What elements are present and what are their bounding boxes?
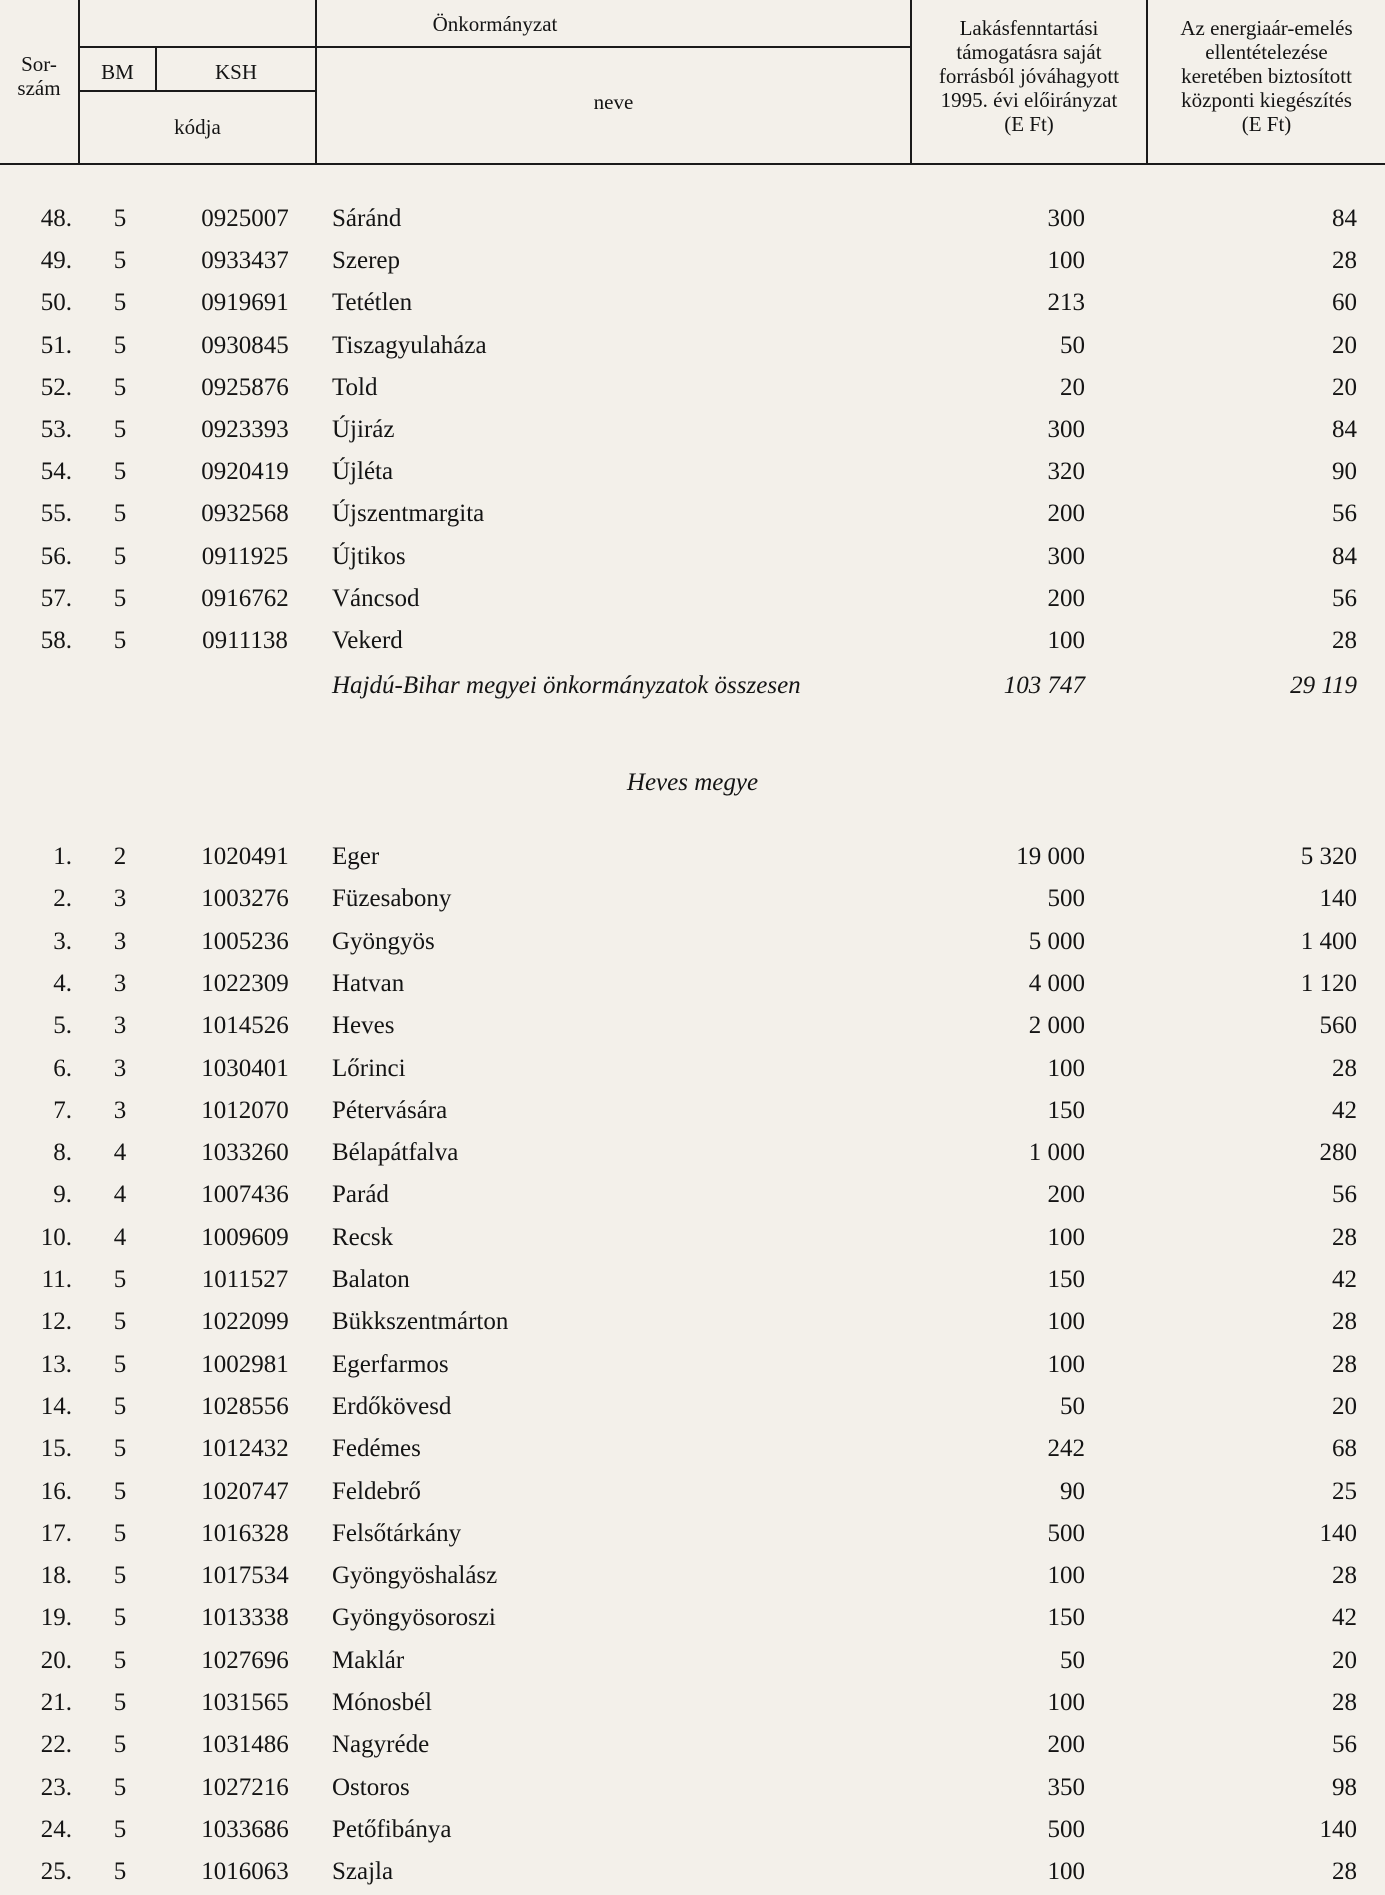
table-row bbox=[0, 1259, 1385, 1301]
ksh-code: 0923393 bbox=[201, 416, 289, 443]
energia-value: 68 bbox=[1332, 1435, 1357, 1463]
lakas-value: 150 bbox=[1047, 1266, 1085, 1293]
row-number: 24. bbox=[40, 1815, 72, 1843]
bm-code: 5 bbox=[113, 1815, 127, 1843]
row-number: 23. bbox=[40, 1773, 72, 1801]
table-row bbox=[0, 921, 1385, 963]
row-number: 2. bbox=[53, 885, 72, 913]
energia-value: 42 bbox=[1332, 1096, 1357, 1124]
municipality-name: Parád bbox=[332, 1181, 389, 1209]
lakas-value: 2 000 bbox=[1028, 1012, 1085, 1040]
bm-code: 5 bbox=[113, 331, 127, 359]
row-number: 14. bbox=[40, 1392, 72, 1420]
energia-value: 28 bbox=[1332, 247, 1357, 275]
lakas-value: 20 bbox=[1060, 373, 1085, 401]
bm-code: 5 bbox=[113, 1477, 127, 1505]
lakas-value: 100 bbox=[1047, 1689, 1085, 1716]
row-number: 21. bbox=[40, 1689, 72, 1716]
lakas-value: 100 bbox=[1047, 1054, 1085, 1082]
municipality-name: Mónosbél bbox=[332, 1689, 432, 1716]
row-number: 52. bbox=[40, 373, 72, 401]
energia-value: 28 bbox=[1332, 1562, 1357, 1590]
municipality-name: Erdőkövesd bbox=[332, 1392, 452, 1420]
ksh-code: 1020491 bbox=[201, 843, 289, 870]
header-energiaar: Az energiaár-emelés ellentételezése keretében biztosított központi kiegészítés (E Ft) bbox=[1180, 16, 1353, 136]
row-number: 15. bbox=[40, 1435, 72, 1463]
ksh-code: 1012432 bbox=[201, 1435, 289, 1463]
row-number: 1. bbox=[53, 843, 72, 870]
header-sorszam: Sor- szám bbox=[17, 52, 61, 100]
energia-value: 140 bbox=[1319, 1815, 1357, 1843]
bm-code: 5 bbox=[113, 373, 127, 401]
row-number: 55. bbox=[40, 500, 72, 528]
table-header bbox=[0, 0, 1385, 165]
table-row bbox=[0, 1090, 1385, 1132]
table-row bbox=[0, 1513, 1385, 1555]
table-row bbox=[0, 493, 1385, 535]
table-row bbox=[0, 1301, 1385, 1343]
row-number: 58. bbox=[40, 627, 72, 654]
table-row bbox=[0, 1640, 1385, 1682]
ksh-code: 0932568 bbox=[201, 500, 289, 528]
bm-code: 3 bbox=[113, 1054, 127, 1082]
row-number: 16. bbox=[40, 1477, 72, 1505]
ksh-code: 1033686 bbox=[201, 1815, 289, 1843]
energia-value: 20 bbox=[1332, 1392, 1357, 1420]
lakas-value: 500 bbox=[1047, 1815, 1085, 1843]
lakas-value: 200 bbox=[1047, 500, 1085, 528]
ksh-code: 1020747 bbox=[201, 1477, 289, 1505]
energia-value: 98 bbox=[1332, 1773, 1357, 1801]
bm-code: 5 bbox=[113, 1266, 127, 1293]
table-row bbox=[0, 836, 1385, 878]
ksh-code: 1027696 bbox=[201, 1646, 289, 1674]
ksh-code: 1027216 bbox=[201, 1773, 289, 1801]
ksh-code: 1030401 bbox=[201, 1054, 289, 1082]
bm-code: 5 bbox=[113, 500, 127, 528]
municipality-name: Bélapátfalva bbox=[332, 1139, 459, 1167]
bm-code: 2 bbox=[113, 843, 127, 870]
table-row bbox=[0, 1555, 1385, 1597]
bm-code: 5 bbox=[113, 1604, 127, 1632]
ksh-code: 0916762 bbox=[201, 584, 289, 612]
row-number: 8. bbox=[53, 1139, 72, 1167]
row-number: 19. bbox=[40, 1604, 72, 1632]
ksh-code: 1031486 bbox=[201, 1731, 289, 1759]
municipality-name: Told bbox=[332, 373, 378, 401]
row-number: 5. bbox=[53, 1012, 72, 1040]
energia-value: 84 bbox=[1332, 542, 1357, 570]
row-number: 18. bbox=[40, 1562, 72, 1590]
lakas-value: 150 bbox=[1047, 1604, 1085, 1632]
municipality-name: Füzesabony bbox=[332, 885, 452, 913]
lakas-value: 100 bbox=[1047, 1308, 1085, 1336]
lakas-value: 100 bbox=[1047, 627, 1085, 654]
table-row bbox=[0, 578, 1385, 620]
municipality-name: Vekerd bbox=[332, 627, 403, 654]
table-row bbox=[0, 367, 1385, 409]
municipality-name: Petőfibánya bbox=[332, 1815, 452, 1843]
table-row bbox=[0, 282, 1385, 324]
municipality-name: Hatvan bbox=[332, 969, 405, 997]
lakas-value: 5 000 bbox=[1028, 927, 1085, 955]
bm-code: 5 bbox=[113, 584, 127, 612]
row-number: 49. bbox=[40, 247, 72, 275]
bm-code: 4 bbox=[113, 1139, 127, 1167]
lakas-value: 150 bbox=[1047, 1096, 1085, 1124]
lakas-value: 300 bbox=[1047, 542, 1085, 570]
table-row bbox=[0, 1048, 1385, 1090]
energia-value: 28 bbox=[1332, 1223, 1357, 1251]
municipality-name: Ostoros bbox=[332, 1773, 410, 1801]
bm-code: 5 bbox=[113, 1773, 127, 1801]
total-lakas-value: 103 747 bbox=[1003, 672, 1085, 699]
energia-value: 56 bbox=[1332, 1181, 1357, 1209]
table-row bbox=[0, 325, 1385, 367]
bm-code: 5 bbox=[113, 627, 127, 654]
bm-code: 5 bbox=[113, 1858, 127, 1886]
table-row bbox=[0, 1005, 1385, 1047]
lakas-value: 90 bbox=[1060, 1477, 1085, 1505]
lakas-value: 50 bbox=[1060, 1392, 1085, 1420]
bm-code: 5 bbox=[113, 247, 127, 275]
row-number: 6. bbox=[53, 1054, 72, 1082]
lakas-value: 350 bbox=[1047, 1773, 1085, 1801]
row-number: 50. bbox=[40, 289, 72, 317]
energia-value: 90 bbox=[1332, 458, 1357, 486]
row-number: 56. bbox=[40, 542, 72, 570]
bm-code: 5 bbox=[113, 542, 127, 570]
table-row bbox=[0, 451, 1385, 493]
ksh-code: 1016063 bbox=[201, 1858, 289, 1886]
total-label: Hajdú-Bihar megyei önkormányzatok összesen bbox=[332, 672, 801, 699]
municipality-name: Újszentmargita bbox=[332, 500, 485, 528]
ksh-code: 1028556 bbox=[201, 1392, 289, 1420]
row-number: 20. bbox=[40, 1646, 72, 1674]
ksh-code: 1002981 bbox=[201, 1350, 289, 1378]
header-ksh: KSH bbox=[214, 60, 257, 84]
energia-value: 20 bbox=[1332, 331, 1357, 359]
lakas-value: 1 000 bbox=[1028, 1139, 1085, 1167]
energia-value: 28 bbox=[1332, 1689, 1357, 1716]
bm-code: 5 bbox=[113, 1646, 127, 1674]
lakas-value: 500 bbox=[1047, 885, 1085, 913]
ksh-code: 0919691 bbox=[201, 289, 289, 317]
lakas-value: 100 bbox=[1047, 247, 1085, 275]
total-row bbox=[0, 665, 1385, 707]
table-row bbox=[0, 1471, 1385, 1513]
energia-value: 280 bbox=[1319, 1139, 1357, 1167]
energia-value: 5 320 bbox=[1300, 843, 1357, 870]
lakas-value: 500 bbox=[1047, 1519, 1085, 1547]
bm-code: 5 bbox=[113, 205, 127, 232]
lakas-value: 100 bbox=[1047, 1223, 1085, 1251]
total-energia-value: 29 119 bbox=[1290, 672, 1357, 699]
municipality-name: Egerfarmos bbox=[332, 1350, 449, 1378]
lakas-value: 200 bbox=[1047, 1731, 1085, 1759]
header-lakasfenntartasi: Lakásfenntartási támogatásra saját forrásból jóváhagyott 1995. évi előirányzat (E Ft) bbox=[938, 16, 1120, 136]
lakas-value: 242 bbox=[1047, 1435, 1085, 1463]
row-number: 7. bbox=[53, 1096, 72, 1124]
energia-value: 140 bbox=[1319, 1519, 1357, 1547]
municipality-name: Szajla bbox=[332, 1858, 394, 1886]
lakas-value: 100 bbox=[1047, 1562, 1085, 1590]
municipality-name: Sáránd bbox=[332, 205, 402, 232]
ksh-code: 1031565 bbox=[201, 1689, 289, 1716]
ksh-code: 1012070 bbox=[201, 1096, 289, 1124]
table-row bbox=[0, 1174, 1385, 1216]
ksh-code: 0925007 bbox=[201, 205, 289, 232]
ksh-code: 0911925 bbox=[201, 542, 289, 570]
bm-code: 5 bbox=[113, 1435, 127, 1463]
energia-value: 28 bbox=[1332, 1350, 1357, 1378]
bm-code: 5 bbox=[113, 416, 127, 443]
municipality-name: Balaton bbox=[332, 1266, 410, 1293]
lakas-value: 100 bbox=[1047, 1350, 1085, 1378]
table-row bbox=[0, 1132, 1385, 1174]
ksh-code: 1014526 bbox=[201, 1012, 289, 1040]
table-row bbox=[0, 1682, 1385, 1724]
energia-value: 20 bbox=[1332, 373, 1357, 401]
municipality-name: Gyöngyösoroszi bbox=[332, 1604, 496, 1632]
row-number: 17. bbox=[40, 1519, 72, 1547]
row-number: 51. bbox=[40, 331, 72, 359]
ksh-code: 1005236 bbox=[201, 927, 289, 955]
table-row bbox=[0, 878, 1385, 920]
ksh-code: 1022309 bbox=[201, 969, 289, 997]
bm-code: 5 bbox=[113, 1519, 127, 1547]
lakas-value: 300 bbox=[1047, 205, 1085, 232]
bm-code: 5 bbox=[113, 1562, 127, 1590]
table-row bbox=[0, 1767, 1385, 1809]
energia-value: 56 bbox=[1332, 584, 1357, 612]
row-number: 9. bbox=[53, 1181, 72, 1209]
ksh-code: 0933437 bbox=[201, 247, 289, 275]
row-number: 22. bbox=[40, 1731, 72, 1759]
municipality-name: Újléta bbox=[332, 458, 394, 486]
energia-value: 56 bbox=[1332, 500, 1357, 528]
lakas-value: 50 bbox=[1060, 1646, 1085, 1674]
table-row bbox=[0, 1217, 1385, 1259]
ksh-code: 1007436 bbox=[201, 1181, 289, 1209]
lakas-value: 100 bbox=[1047, 1858, 1085, 1886]
lakas-value: 4 000 bbox=[1028, 969, 1085, 997]
municipality-name: Eger bbox=[332, 843, 380, 870]
energia-value: 28 bbox=[1332, 627, 1357, 654]
table-row bbox=[0, 240, 1385, 282]
energia-value: 560 bbox=[1319, 1012, 1357, 1040]
lakas-value: 19 000 bbox=[1016, 843, 1085, 870]
ksh-code: 1033260 bbox=[201, 1139, 289, 1167]
lakas-value: 320 bbox=[1047, 458, 1085, 486]
ksh-code: 1011527 bbox=[201, 1266, 289, 1293]
table-row bbox=[0, 198, 1385, 240]
row-number: 54. bbox=[40, 458, 72, 486]
municipality-name: Maklár bbox=[332, 1646, 405, 1674]
municipality-name: Lőrinci bbox=[332, 1054, 406, 1082]
row-number: 48. bbox=[40, 205, 72, 232]
municipality-name: Fedémes bbox=[332, 1435, 421, 1463]
energia-value: 42 bbox=[1332, 1266, 1357, 1293]
lakas-value: 200 bbox=[1047, 584, 1085, 612]
lakas-value: 50 bbox=[1060, 331, 1085, 359]
row-number: 57. bbox=[40, 584, 72, 612]
row-number: 10. bbox=[40, 1223, 72, 1251]
bm-code: 3 bbox=[113, 885, 127, 913]
table-row bbox=[0, 1597, 1385, 1639]
ksh-code: 0925876 bbox=[201, 373, 289, 401]
energia-value: 1 120 bbox=[1300, 969, 1357, 997]
lakas-value: 200 bbox=[1047, 1181, 1085, 1209]
ksh-code: 1009609 bbox=[201, 1223, 289, 1251]
municipality-name: Heves bbox=[332, 1012, 395, 1040]
header-kodja: kódja bbox=[174, 115, 221, 139]
lakas-value: 213 bbox=[1047, 289, 1085, 317]
municipality-name: Újtikos bbox=[332, 542, 406, 570]
energia-value: 60 bbox=[1332, 289, 1357, 317]
energia-value: 42 bbox=[1332, 1604, 1357, 1632]
municipality-name: Feldebrő bbox=[332, 1477, 421, 1505]
ksh-code: 0911138 bbox=[202, 627, 288, 654]
row-number: 13. bbox=[40, 1350, 72, 1378]
bm-code: 4 bbox=[113, 1223, 127, 1251]
table-row bbox=[0, 620, 1385, 662]
bm-code: 4 bbox=[113, 1181, 127, 1209]
row-number: 25. bbox=[40, 1858, 72, 1886]
municipality-name: Bükkszentmárton bbox=[332, 1308, 509, 1336]
municipality-name: Gyöngyös bbox=[332, 927, 435, 955]
bm-code: 3 bbox=[113, 1096, 127, 1124]
municipality-name: Felsőtárkány bbox=[332, 1519, 462, 1547]
table-row bbox=[0, 1724, 1385, 1766]
bm-code: 3 bbox=[113, 927, 127, 955]
municipality-name: Pétervására bbox=[332, 1096, 448, 1124]
energia-value: 28 bbox=[1332, 1308, 1357, 1336]
table-row bbox=[0, 1386, 1385, 1428]
municipality-name: Gyöngyöshalász bbox=[332, 1562, 498, 1590]
header-onkormanyzat: Önkormányzat bbox=[432, 12, 558, 36]
row-number: 53. bbox=[40, 416, 72, 443]
ksh-code: 1016328 bbox=[201, 1519, 289, 1547]
bm-code: 5 bbox=[113, 1350, 127, 1378]
bm-code: 3 bbox=[113, 969, 127, 997]
table-row bbox=[0, 409, 1385, 451]
energia-value: 140 bbox=[1319, 885, 1357, 913]
row-number: 12. bbox=[40, 1308, 72, 1336]
table-row bbox=[0, 1809, 1385, 1851]
municipality-name: Váncsod bbox=[332, 584, 420, 612]
table-row bbox=[0, 1428, 1385, 1470]
municipality-name: Újiráz bbox=[332, 416, 395, 443]
municipality-name: Tiszagyulaháza bbox=[332, 331, 487, 359]
table-row bbox=[0, 536, 1385, 578]
row-number: 3. bbox=[53, 927, 72, 955]
ksh-code: 1003276 bbox=[201, 885, 289, 913]
bm-code: 5 bbox=[113, 289, 127, 317]
energia-value: 28 bbox=[1332, 1054, 1357, 1082]
energia-value: 56 bbox=[1332, 1731, 1357, 1759]
ksh-code: 0920419 bbox=[201, 458, 289, 486]
ksh-code: 1013338 bbox=[201, 1604, 289, 1632]
energia-value: 1 400 bbox=[1300, 927, 1357, 955]
energia-value: 84 bbox=[1332, 416, 1357, 443]
municipality-name: Nagyréde bbox=[332, 1731, 430, 1759]
table-row bbox=[0, 963, 1385, 1005]
energia-value: 25 bbox=[1332, 1477, 1357, 1505]
table-row bbox=[0, 1851, 1385, 1893]
header-bm: BM bbox=[101, 60, 134, 84]
energia-value: 84 bbox=[1332, 205, 1357, 232]
bm-code: 5 bbox=[113, 1308, 127, 1336]
lakas-value: 300 bbox=[1047, 416, 1085, 443]
energia-value: 28 bbox=[1332, 1858, 1357, 1886]
ksh-code: 1017534 bbox=[201, 1562, 289, 1590]
header-neve: neve bbox=[593, 90, 634, 114]
row-number: 4. bbox=[53, 969, 72, 997]
ksh-code: 0930845 bbox=[201, 331, 289, 359]
ksh-code: 1022099 bbox=[201, 1308, 289, 1336]
municipality-name: Szerep bbox=[332, 247, 401, 275]
municipality-name: Tetétlen bbox=[332, 289, 413, 317]
bm-code: 5 bbox=[113, 1731, 127, 1759]
energia-value: 20 bbox=[1332, 1646, 1357, 1674]
bm-code: 5 bbox=[113, 1689, 127, 1716]
table-row bbox=[0, 1344, 1385, 1386]
bm-code: 3 bbox=[113, 1012, 127, 1040]
bm-code: 5 bbox=[113, 458, 127, 486]
section-heading: Heves megye bbox=[626, 769, 759, 796]
row-number: 11. bbox=[41, 1266, 72, 1293]
municipality-name: Recsk bbox=[332, 1223, 394, 1251]
bm-code: 5 bbox=[113, 1392, 127, 1420]
